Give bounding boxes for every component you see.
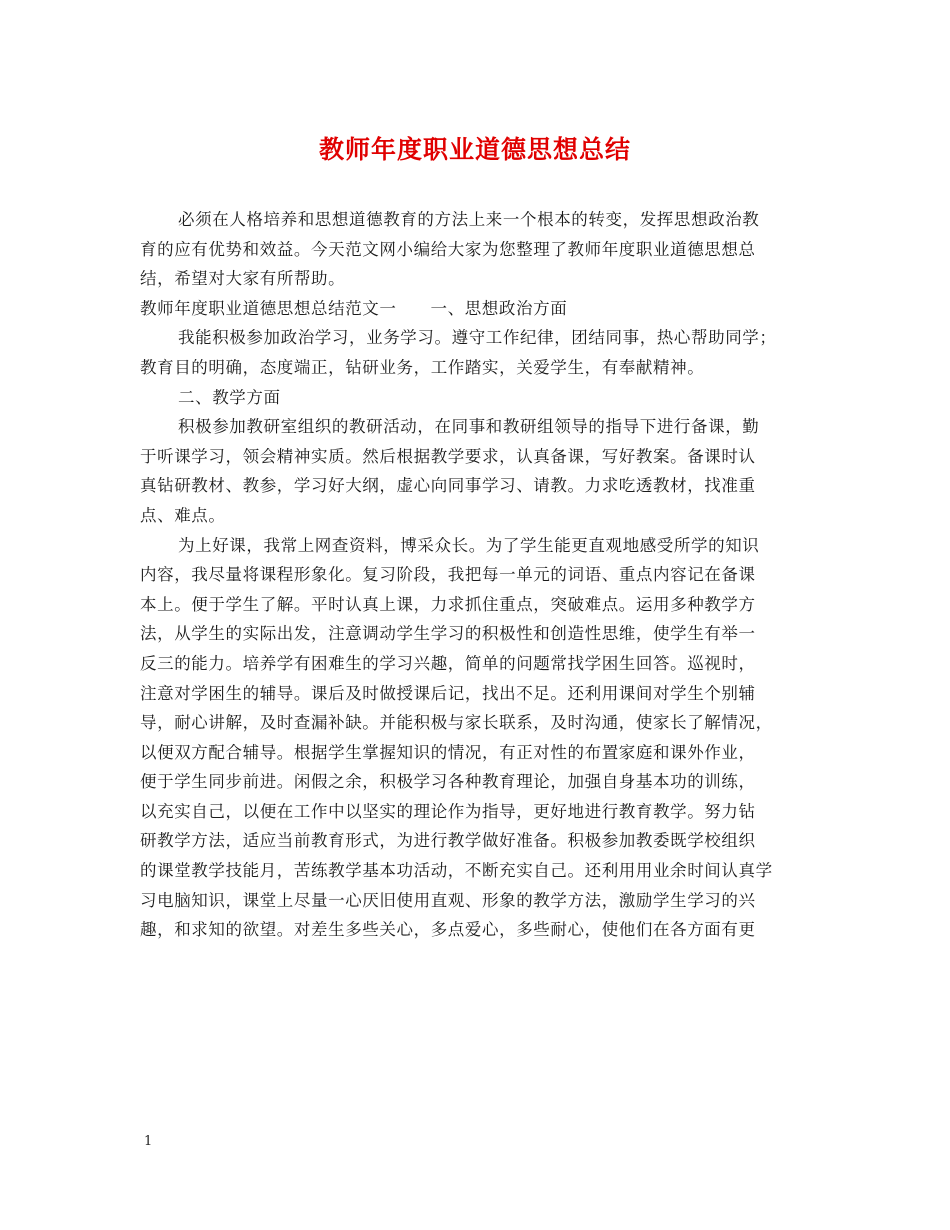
paragraph-line: 积极参加教研室组织的教研活动，在同事和教研组领导的指导下进行备课，勤: [178, 417, 760, 437]
paragraph-line: 反三的能力。培养学有困难生的学习兴趣，简单的问题常找学困生回答。巡视时，: [140, 653, 756, 673]
paragraph-line: 真钻研教材、教参，学习好大纲，虚心向同事学习、请教。力求吃透教材，找准重: [140, 476, 756, 496]
paragraph-line: 于听课学习，领会精神实质。然后根据教学要求，认真备课，写好教案。备课时认: [140, 446, 756, 466]
intro-line: 结，希望对大家有所帮助。: [140, 269, 346, 289]
paragraph-line: 内容，我尽量将课程形象化。复习阶段，我把每一单元的词语、重点内容记在备课: [140, 565, 756, 585]
section2-heading: 二、教学方面: [178, 387, 281, 407]
paragraph-line: 注意对学困生的辅导。课后及时做授课后记，找出不足。还利用课间对学生个别辅: [140, 683, 756, 703]
document-body: [140, 205, 812, 945]
sample-title: 教师年度职业道德思想总结范文一: [140, 298, 397, 318]
section1-line: 我能积极参加政治学习，业务学习。遵守工作纪律，团结同事，热心帮助同学；: [178, 328, 777, 348]
section1-heading: 一、思想政治方面: [430, 298, 568, 318]
paragraph-line: 导，耐心讲解，及时查漏补缺。并能积极与家长联系，及时沟通，使家长了解情况，: [140, 713, 773, 733]
document-title: 教师年度职业道德思想总结: [318, 135, 631, 164]
paragraph-line: 以充实自己，以便在工作中以坚实的理论作为指导，更好地进行教育教学。努力钻: [140, 801, 756, 821]
paragraph-line: 以便双方配合辅导。根据学生掌握知识的情况，有正对性的布置家庭和课外作业，: [140, 742, 756, 762]
paragraph-line: 研教学方法，适应当前教育形式，为进行教学做好准备。积极参加教委既学校组织: [140, 831, 756, 851]
paragraph-line: 便于学生同步前进。闲假之余，积极学习各种教育理论，加强自身基本功的训练，: [140, 772, 756, 792]
section1-line: 教育目的明确，态度端正，钻研业务，工作踏实，关爱学生，有奉献精神。: [140, 357, 705, 377]
paragraph-line: 的课堂教学技能月，苦练教学基本功活动，不断充实自己。还利用用业余时间认真学: [140, 861, 773, 881]
paragraph-line: 为上好课，我常上网查资料，博采众长。为了学生能更直观地感受所学的知识: [178, 535, 760, 555]
paragraph-line: 点、难点。: [140, 505, 226, 525]
paragraph-line: 习电脑知识，课堂上尽量一心厌旧使用直观、形象的教学方法，激励学生学习的兴: [140, 890, 756, 910]
paragraph-line: 法，从学生的实际出发，注意调动学生学习的积极性和创造性思维，使学生有举一: [140, 624, 756, 644]
paragraph-line: 本上。便于学生了解。平时认真上课，力求抓住重点，突破难点。运用多种教学方: [140, 594, 756, 614]
subtitle-line: [140, 294, 812, 324]
page-number: 1: [144, 1134, 153, 1149]
intro-line: 育的应有优势和效益。今天范文网小编给大家为您整理了教师年度职业道德思想总: [140, 239, 756, 259]
paragraph-line: 趣，和求知的欲望。对差生多些关心，多点爱心，多些耐心，使他们在各方面有更: [140, 920, 756, 940]
intro-line: 必须在人格培养和思想道德教育的方法上来一个根本的转变，发挥思想政治教: [178, 210, 760, 229]
